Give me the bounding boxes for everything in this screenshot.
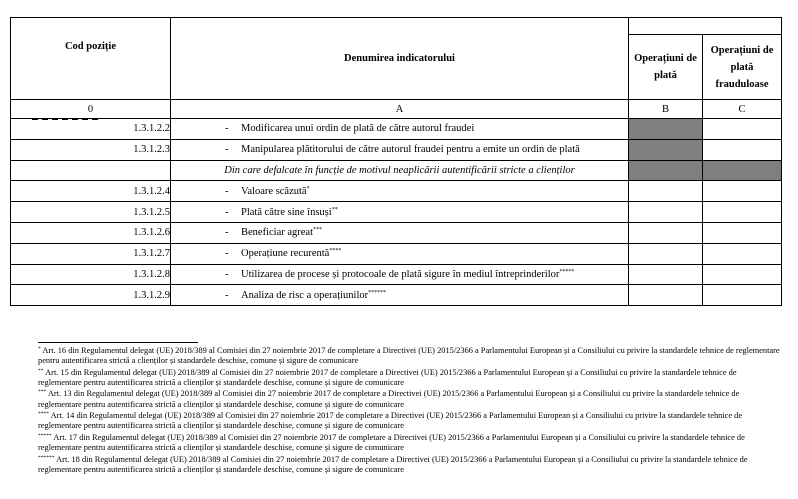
cell-c	[703, 264, 782, 285]
table-row	[11, 222, 782, 243]
footnote	[38, 368, 780, 388]
cell-b	[629, 119, 703, 140]
footnote-ref: ****	[329, 248, 342, 255]
table-row	[11, 243, 782, 264]
index-c: C	[703, 100, 782, 119]
header-name: Denumirea indicatorului	[171, 18, 629, 100]
table-row	[11, 119, 782, 140]
cell-b	[629, 243, 703, 264]
row-dash: -	[225, 144, 229, 156]
footnote	[38, 455, 780, 475]
row-code: 1.3.1.2.3	[11, 139, 171, 160]
table-body	[11, 119, 782, 306]
row-label: Din care defalcate în funcție de motivul neaplicării autentificării stricte a clienților	[224, 164, 575, 176]
footnote-ref: ***	[313, 227, 322, 234]
cell-c	[703, 202, 782, 223]
row-label-cell	[171, 119, 629, 140]
row-label: Operațiune recurentă	[241, 248, 330, 260]
row-code: 1.3.1.2.7	[11, 243, 171, 264]
cell-b	[629, 222, 703, 243]
footnote-text: Art. 15 din Regulamentul delegat (UE) 2018/389 al Comisiei din 27 noiembrie 2017 de completare a Directivei (UE) 2015/2366 a Parlamentului European și a Consiliului cu privire la standardele tehnice de reglementare pentru autentificarea strictă a clienților și standardele deschise, comune și sigure de comunicare	[38, 367, 737, 387]
row-code: 1.3.1.2.8	[11, 264, 171, 285]
cell-b	[629, 264, 703, 285]
cell-c	[703, 243, 782, 264]
row-label-cell	[171, 243, 629, 264]
footnote	[38, 389, 780, 409]
footnotes	[38, 346, 780, 476]
table-row	[11, 181, 782, 202]
row-label: Valoare scăzută	[241, 185, 307, 197]
footnote-text: Art. 17 din Regulamentul delegat (UE) 2018/389 al Comisiei din 27 noiembrie 2017 de completare a Directivei (UE) 2015/2366 a Parlamentului European și a Consiliului cu privire la standardele tehnice de reglementare pentru autentificarea strictă a clienților și standardele deschise, comune și sigure de comunicare	[38, 432, 745, 453]
footnote-text: Art. 18 din Regulamentul delegat (UE) 2018/389 al Comisiei din 27 noiembrie 2017 de completare a Directivei (UE) 2015/2366 a Parlamentului European și a Consiliului cu privire la standardele tehnice de reglementare pentru autentificarea strictă a clienților și standardele deschise, comune și sigure de comunicare	[38, 454, 748, 474]
cell-c	[703, 139, 782, 160]
row-label: Manipularea plătitorului de către autorul fraudei pentru a emite un ordin de plată	[241, 144, 580, 156]
row-code: 1.3.1.2.9	[11, 285, 171, 306]
footnote-mark: ***	[38, 389, 47, 396]
cell-b	[629, 139, 703, 160]
table-row	[11, 202, 782, 223]
footnote-text: Art. 14 din Regulamentul delegat (UE) 2018/389 al Comisiei din 27 noiembrie 2017 de completare a Directivei (UE) 2015/2366 a Parlamentului European și a Consiliului cu privire la standardele tehnice de reglementare pentru autentificarea strictă a clienților și standardele deschise, comune și sigure de comunicare	[38, 411, 743, 431]
scan-dash-mark	[32, 118, 98, 120]
index-name: A	[171, 100, 629, 119]
footnote-mark: ******	[38, 454, 55, 461]
table-row	[11, 285, 782, 306]
row-label-cell	[171, 181, 629, 202]
row-dash: -	[225, 289, 229, 301]
row-code: 1.3.1.2.2	[11, 119, 171, 140]
row-label: Beneficiar agreat	[241, 227, 313, 239]
header-col-b: Operațiuni de plată	[629, 35, 703, 100]
header-col-c: Operațiuni de plată frauduloase	[703, 35, 782, 100]
header-code: Cod poziție	[11, 18, 171, 100]
cell-c	[703, 285, 782, 306]
cell-c	[703, 222, 782, 243]
cell-c	[703, 119, 782, 140]
footnote-ref: *****	[559, 268, 575, 275]
index-code: 0	[11, 100, 171, 119]
footnote-mark: *****	[38, 432, 52, 439]
footnote-ref: ******	[368, 289, 387, 296]
cell-c	[703, 181, 782, 202]
row-dash: -	[225, 185, 229, 197]
row-dash: -	[225, 248, 229, 260]
row-label: Analiza de risc a operațiunilor	[241, 289, 369, 301]
footnote	[38, 411, 780, 431]
table-row	[11, 139, 782, 160]
footnote-mark: **	[38, 367, 44, 374]
row-code: 1.3.1.2.6	[11, 222, 171, 243]
row-code: 1.3.1.2.5	[11, 202, 171, 223]
row-label-cell	[171, 222, 629, 243]
footnote-text: Art. 16 din Regulamentul delegat (UE) 2018/389 al Comisiei din 27 noiembrie 2017 de completare a Directivei (UE) 2015/2366 a Parlamentului European și a Consiliului cu privire la standardele tehnice de reglementare pentru autentificarea strictă a clienților și standardele deschise, comune și sigure de comunicare	[38, 346, 780, 366]
header-empty-span	[629, 18, 782, 35]
index-b: B	[629, 100, 703, 119]
row-label: Plată către sine însuși	[241, 206, 332, 218]
row-label: Utilizarea de procese și protocoale de plată sigure în mediul întreprinderilor	[241, 268, 560, 280]
footnote-mark: ****	[38, 411, 49, 418]
row-label-cell	[171, 264, 629, 285]
row-dash: -	[225, 227, 229, 239]
cell-b	[629, 285, 703, 306]
row-dash: -	[225, 206, 229, 218]
row-label-cell	[171, 160, 629, 181]
row-label-cell	[171, 285, 629, 306]
row-code: 1.3.1.2.4	[11, 181, 171, 202]
row-label: Modificarea unui ordin de plată de către autorul fraudei	[241, 123, 475, 135]
row-label-cell	[171, 202, 629, 223]
footnote-ref: **	[331, 206, 338, 213]
footnote-text: Art. 13 din Regulamentul delegat (UE) 2018/389 al Comisiei din 27 noiembrie 2017 de completare a Directivei (UE) 2015/2366 a Parlamentului European și a Consiliului cu privire la standardele tehnice de reglementare pentru autentificarea strictă a clienților și standardele deschise, comune și sigure de comunicare	[38, 389, 740, 409]
cell-b	[629, 181, 703, 202]
table-row	[11, 160, 782, 181]
footnote-ref: *	[306, 185, 310, 192]
cell-c	[703, 160, 782, 181]
index-row	[11, 100, 782, 119]
footnote-rule	[38, 342, 198, 343]
footnote	[38, 433, 780, 453]
indicator-table	[10, 17, 782, 306]
row-dash: -	[225, 268, 229, 280]
row-dash: -	[225, 123, 229, 135]
table-row	[11, 264, 782, 285]
cell-b	[629, 160, 703, 181]
row-label-cell	[171, 139, 629, 160]
footnote	[38, 346, 780, 366]
footnote-mark: *	[38, 346, 41, 352]
header-row-top	[11, 18, 782, 35]
cell-b	[629, 202, 703, 223]
row-code	[11, 160, 171, 181]
